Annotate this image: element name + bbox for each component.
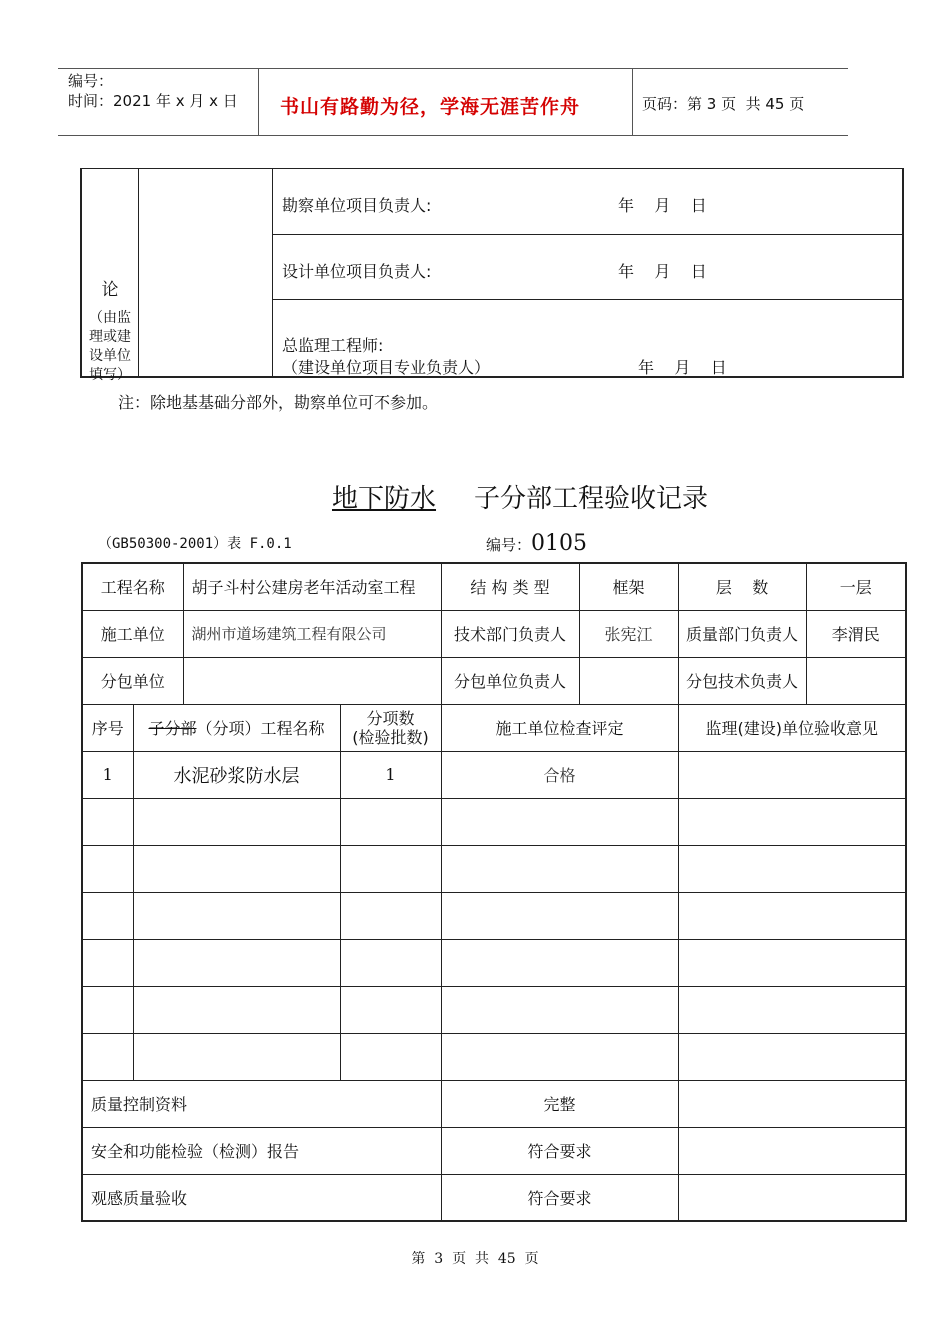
item-name	[133, 1033, 340, 1080]
item-seq	[82, 892, 133, 939]
table-row	[82, 845, 906, 892]
item-name-strike: 子分部	[148, 719, 197, 738]
structure-value: 框架	[579, 563, 678, 610]
tech-head: 张宪江	[579, 610, 678, 657]
acceptance-table	[81, 562, 907, 1222]
item-seq	[82, 939, 133, 986]
subcontractor-label: 分包单位	[82, 657, 183, 704]
title-rest: 子分部工程验收记录	[474, 484, 709, 514]
summary-opinion	[678, 1080, 906, 1127]
item-check	[441, 1033, 678, 1080]
item-opinion	[678, 751, 906, 798]
quality-head-label: 质量部门负责人	[678, 610, 806, 657]
structure-label: 结 构 类 型	[441, 563, 579, 610]
item-name	[133, 798, 340, 845]
item-seq	[82, 798, 133, 845]
seq-header: 序号	[82, 704, 133, 751]
item-check	[441, 939, 678, 986]
table-row	[82, 986, 906, 1033]
table-row	[82, 1033, 906, 1080]
count-header	[340, 704, 441, 751]
info-row	[82, 657, 906, 704]
table-row	[82, 892, 906, 939]
design-date: 年 月 日	[618, 262, 707, 281]
item-count	[340, 892, 441, 939]
item-check	[441, 798, 678, 845]
header-divider	[632, 68, 633, 135]
project-name: 胡子斗村公建房老年活动室工程	[183, 563, 441, 610]
code-label: 编号：	[486, 536, 532, 554]
owner-head-label: （建设单位项目专业负责人）	[282, 358, 491, 377]
item-seq	[82, 1033, 133, 1080]
item-opinion	[678, 986, 906, 1033]
header-divider	[258, 68, 259, 135]
header-bottom-rule	[58, 135, 848, 136]
item-count	[340, 986, 441, 1033]
summary-label: 质量控制资料	[82, 1080, 441, 1127]
sub-tech	[806, 657, 906, 704]
code	[486, 531, 587, 556]
conclusion-note: （由监理或建设单位填写）	[89, 310, 131, 383]
design-head-label: 设计单位项目负责人:	[282, 262, 432, 281]
form-title	[332, 478, 708, 515]
count-header-line1: 分项数	[366, 708, 415, 728]
item-opinion	[678, 845, 906, 892]
summary-row	[82, 1080, 906, 1127]
item-seq	[82, 845, 133, 892]
item-name	[133, 845, 340, 892]
item-check	[441, 892, 678, 939]
item-opinion	[678, 892, 906, 939]
summary-row	[82, 1174, 906, 1221]
info-row	[82, 610, 906, 657]
floors-value: 一层	[806, 563, 906, 610]
item-check	[441, 986, 678, 1033]
item-count	[340, 845, 441, 892]
opinion-header: 监理(建设)单位验收意见	[678, 704, 906, 751]
item-name-header	[133, 704, 340, 751]
column-header-row	[82, 704, 906, 751]
summary-opinion	[678, 1127, 906, 1174]
project-name-label: 工程名称	[82, 563, 183, 610]
item-seq: 1	[82, 751, 133, 798]
prev-table	[80, 168, 904, 383]
sub-head-label: 分包单位负责人	[441, 657, 579, 704]
standard-ref: （GB50300-2001）表 F.0.1	[98, 536, 292, 552]
chief-date: 年 月 日	[638, 358, 727, 377]
info-row	[82, 563, 906, 610]
number-label: 编号：	[68, 72, 114, 90]
chief-supervisor-label: 总监理工程师:	[282, 336, 384, 355]
summary-label: 观感质量验收	[82, 1174, 441, 1221]
conclusion-label: 论	[101, 280, 119, 300]
item-check: 合格	[441, 751, 678, 798]
contractor-name: 湖州市道场建筑工程有限公司	[183, 610, 441, 657]
subcontractor	[183, 657, 441, 704]
item-name	[133, 892, 340, 939]
sub-tech-label: 分包技术负责人	[678, 657, 806, 704]
table-row	[82, 798, 906, 845]
check-header: 施工单位检查评定	[441, 704, 678, 751]
item-opinion	[678, 939, 906, 986]
item-name: 水泥砂浆防水层	[133, 751, 340, 798]
quality-head: 李渭民	[806, 610, 906, 657]
item-check	[441, 845, 678, 892]
summary-label: 安全和功能检验（检测）报告	[82, 1127, 441, 1174]
item-seq	[82, 986, 133, 1033]
item-name-rest: （分项）工程名称	[196, 719, 325, 738]
item-count	[340, 939, 441, 986]
table-row	[82, 939, 906, 986]
time-label: 时间：2021 年 x 月 x 日	[68, 92, 238, 110]
contractor-label: 施工单位	[82, 610, 183, 657]
survey-date: 年 月 日	[618, 196, 707, 215]
summary-row	[82, 1127, 906, 1174]
page-footer: 第 3 页 共 45 页	[411, 1251, 539, 1267]
summary-value: 符合要求	[441, 1174, 678, 1221]
item-opinion	[678, 1033, 906, 1080]
item-opinion	[678, 798, 906, 845]
item-count	[340, 1033, 441, 1080]
note: 注：除地基基础分部外，勘察单位可不参加。	[118, 393, 439, 412]
tech-head-label: 技术部门负责人	[441, 610, 579, 657]
summary-value: 完整	[441, 1080, 678, 1127]
item-name	[133, 939, 340, 986]
item-name	[133, 986, 340, 1033]
item-count	[340, 798, 441, 845]
floors-label: 层 数	[678, 563, 806, 610]
summary-value: 符合要求	[441, 1127, 678, 1174]
survey-head-label: 勘察单位项目负责人:	[282, 196, 432, 215]
table-row	[82, 751, 906, 798]
page-label: 页码：第 3 页 共 45 页	[642, 95, 805, 113]
title-fill: 地下防水	[332, 484, 437, 514]
motto: 书山有路勤为径，学海无涯苦作舟	[280, 96, 581, 118]
summary-opinion	[678, 1174, 906, 1221]
code-value: 0105	[531, 531, 588, 556]
header-top-rule	[58, 68, 848, 69]
item-count: 1	[340, 751, 441, 798]
sub-head	[579, 657, 678, 704]
count-header-line2: (检验批数)	[352, 727, 429, 747]
